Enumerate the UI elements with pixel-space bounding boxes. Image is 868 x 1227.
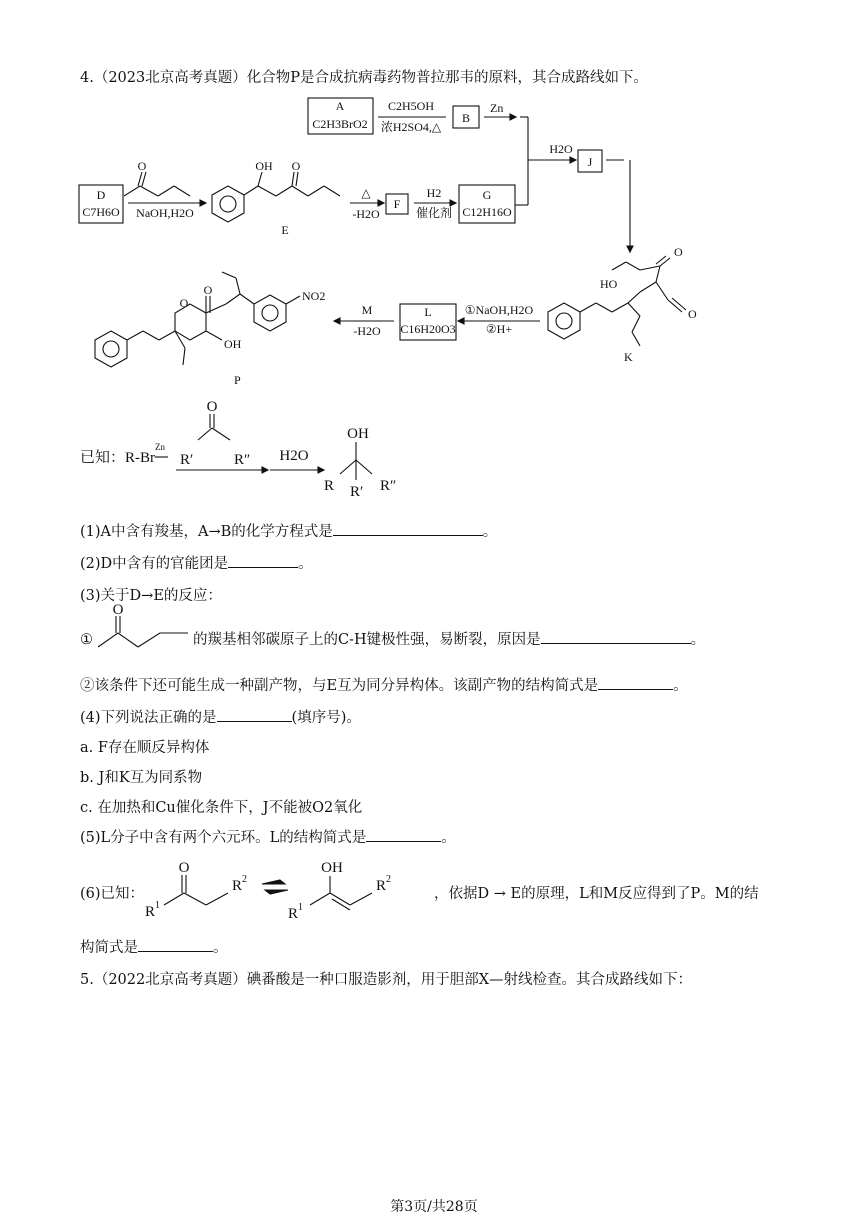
q6-R1b-sup: 1 [298, 902, 303, 913]
label-L-formula: C16H20O3 [400, 322, 456, 336]
label-H2: H2 [426, 186, 442, 200]
q4-c: c. 在加热和Cu催化条件下，J不能被O2氧化 [80, 800, 363, 816]
known-R2b: R″ [380, 478, 397, 494]
q6-R2b-sup: 2 [386, 874, 391, 885]
label-P: P [234, 373, 241, 387]
label-E: E [281, 223, 289, 237]
label-K-O1: O [674, 245, 683, 259]
label-catalyst: 催化剂 [415, 206, 453, 220]
label-M: M [361, 303, 373, 317]
label-G: G [482, 188, 492, 202]
label-minus-h2o: -H2O [352, 207, 380, 221]
label-A: A [335, 99, 345, 113]
label-A-formula: C2H3BrO2 [312, 117, 368, 131]
reagent-AB2: 浓H2SO4,△ [380, 120, 442, 134]
q6-R2: R [232, 878, 243, 894]
label-K: K [624, 350, 633, 364]
q3-2: ②该条件下还可能生成一种副产物，与E互为同分异构体。该副产物的结构简式是 。 [80, 674, 688, 695]
known-R1: R′ [180, 452, 194, 468]
label-D-formula: C7H6O [82, 205, 120, 219]
q6-O: O [178, 860, 190, 876]
reagent-KL1: ①NaOH,H2O [464, 303, 534, 317]
label-B: B [461, 111, 471, 125]
q6-R1b: R [288, 906, 299, 922]
label-E-OH: OH [255, 159, 273, 173]
q5: (5)L分子中含有两个六元环。L的结构简式是 。 [80, 826, 456, 847]
label-P-O2: O [203, 283, 213, 297]
label-delta: △ [361, 186, 371, 200]
q3-ketone-O: O [112, 602, 124, 618]
q1: (1)A中含有羧基，A→B的化学方程式是 。 [80, 520, 497, 541]
label-minus-h2o-2: -H2O [353, 324, 381, 338]
label-P-NO2: NO2 [302, 289, 326, 303]
label-D-O: O [137, 159, 147, 173]
q6-text: ，依据D → E的原理，L和M反应得到了P。M的结 [434, 886, 759, 902]
q4: (4)下列说法正确的是 (填序号)。 [80, 706, 361, 727]
q3: (3)关于D→E的反应： [80, 588, 222, 604]
known-oh: OH [347, 426, 369, 442]
q6-R1-sup: 1 [155, 900, 160, 911]
known-R1b: R′ [350, 484, 364, 500]
q4-header: 4.（2023北京高考真题）化合物P是合成抗病毒药物普拉那韦的原料，其合成路线如下。 [80, 70, 648, 86]
label-P-OH: OH [224, 337, 242, 351]
q3-1: ① 的羰基相邻碳原子上的C-H键极性强，易断裂，原因是 。 [80, 628, 705, 649]
label-Zn: Zn [490, 101, 504, 115]
label-D: D [96, 188, 106, 202]
q4-a: a. F存在顺反异构体 [80, 740, 210, 756]
known-o: O [206, 399, 218, 415]
label-F: F [393, 197, 401, 211]
label-L: L [424, 305, 432, 319]
q6-tail: 构简式是 。 [80, 936, 228, 957]
label-P-O: O [179, 296, 189, 310]
known-h2o: H2O [279, 448, 309, 464]
label-G-formula: C12H16O [462, 205, 512, 219]
q2: (2)D中含有的官能团是 。 [80, 552, 313, 573]
reagent-KL2: ②H+ [485, 322, 513, 336]
q5-header: 5.（2022北京高考真题）碘番酸是一种口服造影剂，用于胆部X—射线检查。其合成路线如下： [80, 972, 693, 988]
known-R: R [324, 478, 335, 494]
label-K-O2: O [688, 307, 697, 321]
q6-OH: OH [321, 860, 343, 876]
known-zn: Zn [155, 442, 165, 452]
q6-R2b: R [376, 878, 387, 894]
q6-R2-sup: 2 [242, 874, 247, 885]
known-prefix: 已知：R-Br [80, 450, 156, 466]
label-K-HO: HO [600, 277, 618, 291]
q6-prefix: (6)已知： [80, 886, 145, 902]
label-J: J [587, 155, 593, 169]
reagent-DE: NaOH,H2O [136, 206, 194, 220]
label-H2O: H2O [549, 142, 573, 156]
reagent-AB: C2H5OH [387, 99, 435, 113]
q4-b: b. J和K互为同系物 [80, 770, 203, 786]
known-R2: R″ [234, 452, 251, 468]
label-E-O: O [291, 159, 301, 173]
page-footer: 第3页/共28页 [390, 1199, 478, 1215]
q6-R1: R [145, 904, 156, 920]
